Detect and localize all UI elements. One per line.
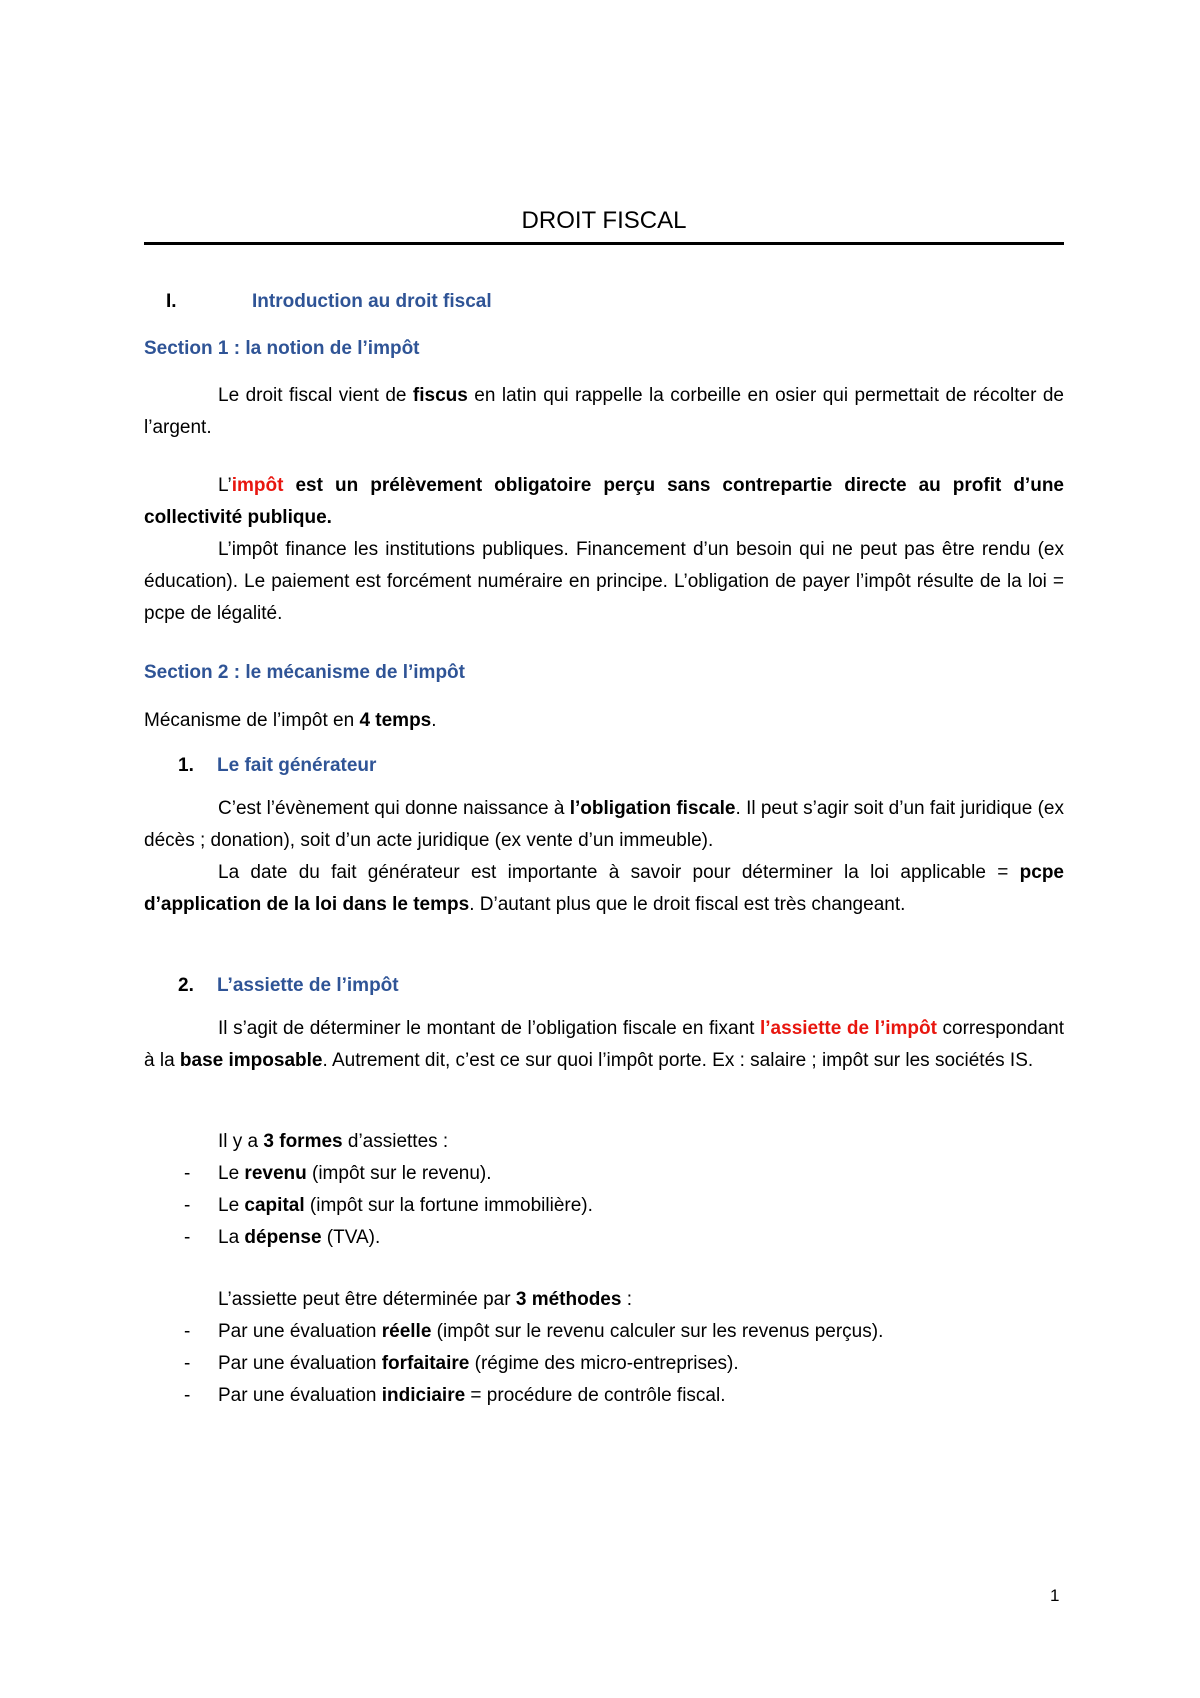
methods-intro: L’assiette peut être déterminée par 3 méthodes : [218, 1289, 633, 1310]
section2-heading: Section 2 : le mécanisme de l’impôt [144, 662, 465, 683]
section1-paragraph-3: L’impôt finance les institutions publiques. Financement d’un besoin qui ne peut pas être rendu (ex éducation). Le paiement est forcément numéraire en principe. L’obligation de payer l’impôt résulte de la loi = pcpe de légalité. [144, 539, 1064, 624]
part-title: Introduction au droit fiscal [252, 291, 492, 312]
highlight-assiette: l’assiette de l’impôt [760, 1018, 937, 1039]
highlight-impot: impôt [231, 475, 284, 496]
section1-heading: Section 1 : la notion de l’impôt [144, 338, 420, 359]
section2-intro: Mécanisme de l’impôt en 4 temps. [144, 710, 437, 731]
item1-paragraph-2: La date du fait générateur est importante à savoir pour déterminer la loi applicable = pcpe d’application de la loi dans le temps. D’autant plus que le droit fiscal est très changeant. [144, 862, 1064, 915]
item2-title: L’assiette de l’impôt [217, 975, 399, 996]
section1-paragraph-2: L’impôt est un prélèvement obligatoire perçu sans contrepartie directe au profit d’une collectivité publique. [144, 475, 1064, 528]
item2-number: 2. [178, 975, 194, 996]
item1-title: Le fait générateur [217, 755, 377, 776]
item1-number: 1. [178, 755, 194, 776]
page-number: 1 [1050, 1586, 1060, 1605]
item2-paragraph-1: Il s’agit de déterminer le montant de l’obligation fiscale en fixant l’assiette de l’impôt correspondant à la base imposable. Autrement dit, c’est ce sur quoi l’impôt porte. Ex : salaire ; impôt sur les sociétés IS. [144, 1018, 1064, 1071]
document-page: DROIT FISCAL I. Introduction au droit fiscal Section 1 : la notion de l’impôt Le droit fiscal vient de fiscus en latin qui rappelle la corbeille en osier qui permettait de récolter de l’argent. L’impôt est un prélèvement obligatoire perçu sans contrepartie directe au profit d’une collectivité publique. L’impôt finance les institutions publiques. Financement d’un besoin qui ne peut pas être rendu (ex éducation). Le paiement est forcément numéraire en principe. L’obligation de payer l’impôt résulte de la loi = pcpe de légalité. Section 2 : le mécanisme de l’impôt Mécanisme de l’impôt en 4 temps. 1. Le fait générateur C’est l’évènement qui donne naissance à l’obligation fiscale. Il peut s’agir soit d’un fait juridique (ex décès ; donation), soit d’un acte juridique (ex vente d’un immeuble). La date du fait générateur est importante à savoir pour déterminer la loi applicable = pcpe d’application de la loi dans le temps. D’autant plus que le droit fiscal est très changeant. 2. L’assiette de l’impôt Il s’agit de déterminer le montant de l’obligation fiscale en fixant l’assiette de l’impôt correspondant à la base imposable. Autrement dit, c’est ce sur quoi l’impôt porte. Ex : salaire ; impôt sur les sociétés IS. Il y a 3 formes d’assiettes : - Le revenu (impôt sur le revenu). - Le capital (impôt sur la fortune immobilière). - La dépense (TVA). L’assiette peut être déterminée par 3 méthodes : - Par une évaluation réelle (impôt sur le revenu calculer sur les revenus perçus). - Par une évaluation forfaitaire (régime des micro-entreprises). - Par une évaluation indiciaire = procédure de contrôle fiscal. 1 [0, 0, 1200, 1698]
title-underline [144, 242, 1064, 245]
item1-heading [144, 750, 1064, 782]
part-numeral: I. [166, 291, 177, 312]
part-heading [144, 286, 1064, 318]
section1-paragraph-1: Le droit fiscal vient de fiscus en latin qui rappelle la corbeille en osier qui permettait de récolter de l’argent. [144, 385, 1064, 438]
item1-paragraph-1: C’est l’évènement qui donne naissance à l’obligation fiscale. Il peut s’agir soit d’un fait juridique (ex décès ; donation), soit d’un acte juridique (ex vente d’un immeuble). [144, 798, 1064, 851]
document-title: DROIT FISCAL [521, 207, 687, 234]
forms-intro: Il y a 3 formes d’assiettes : [218, 1131, 449, 1152]
item2-heading [144, 970, 1064, 1002]
